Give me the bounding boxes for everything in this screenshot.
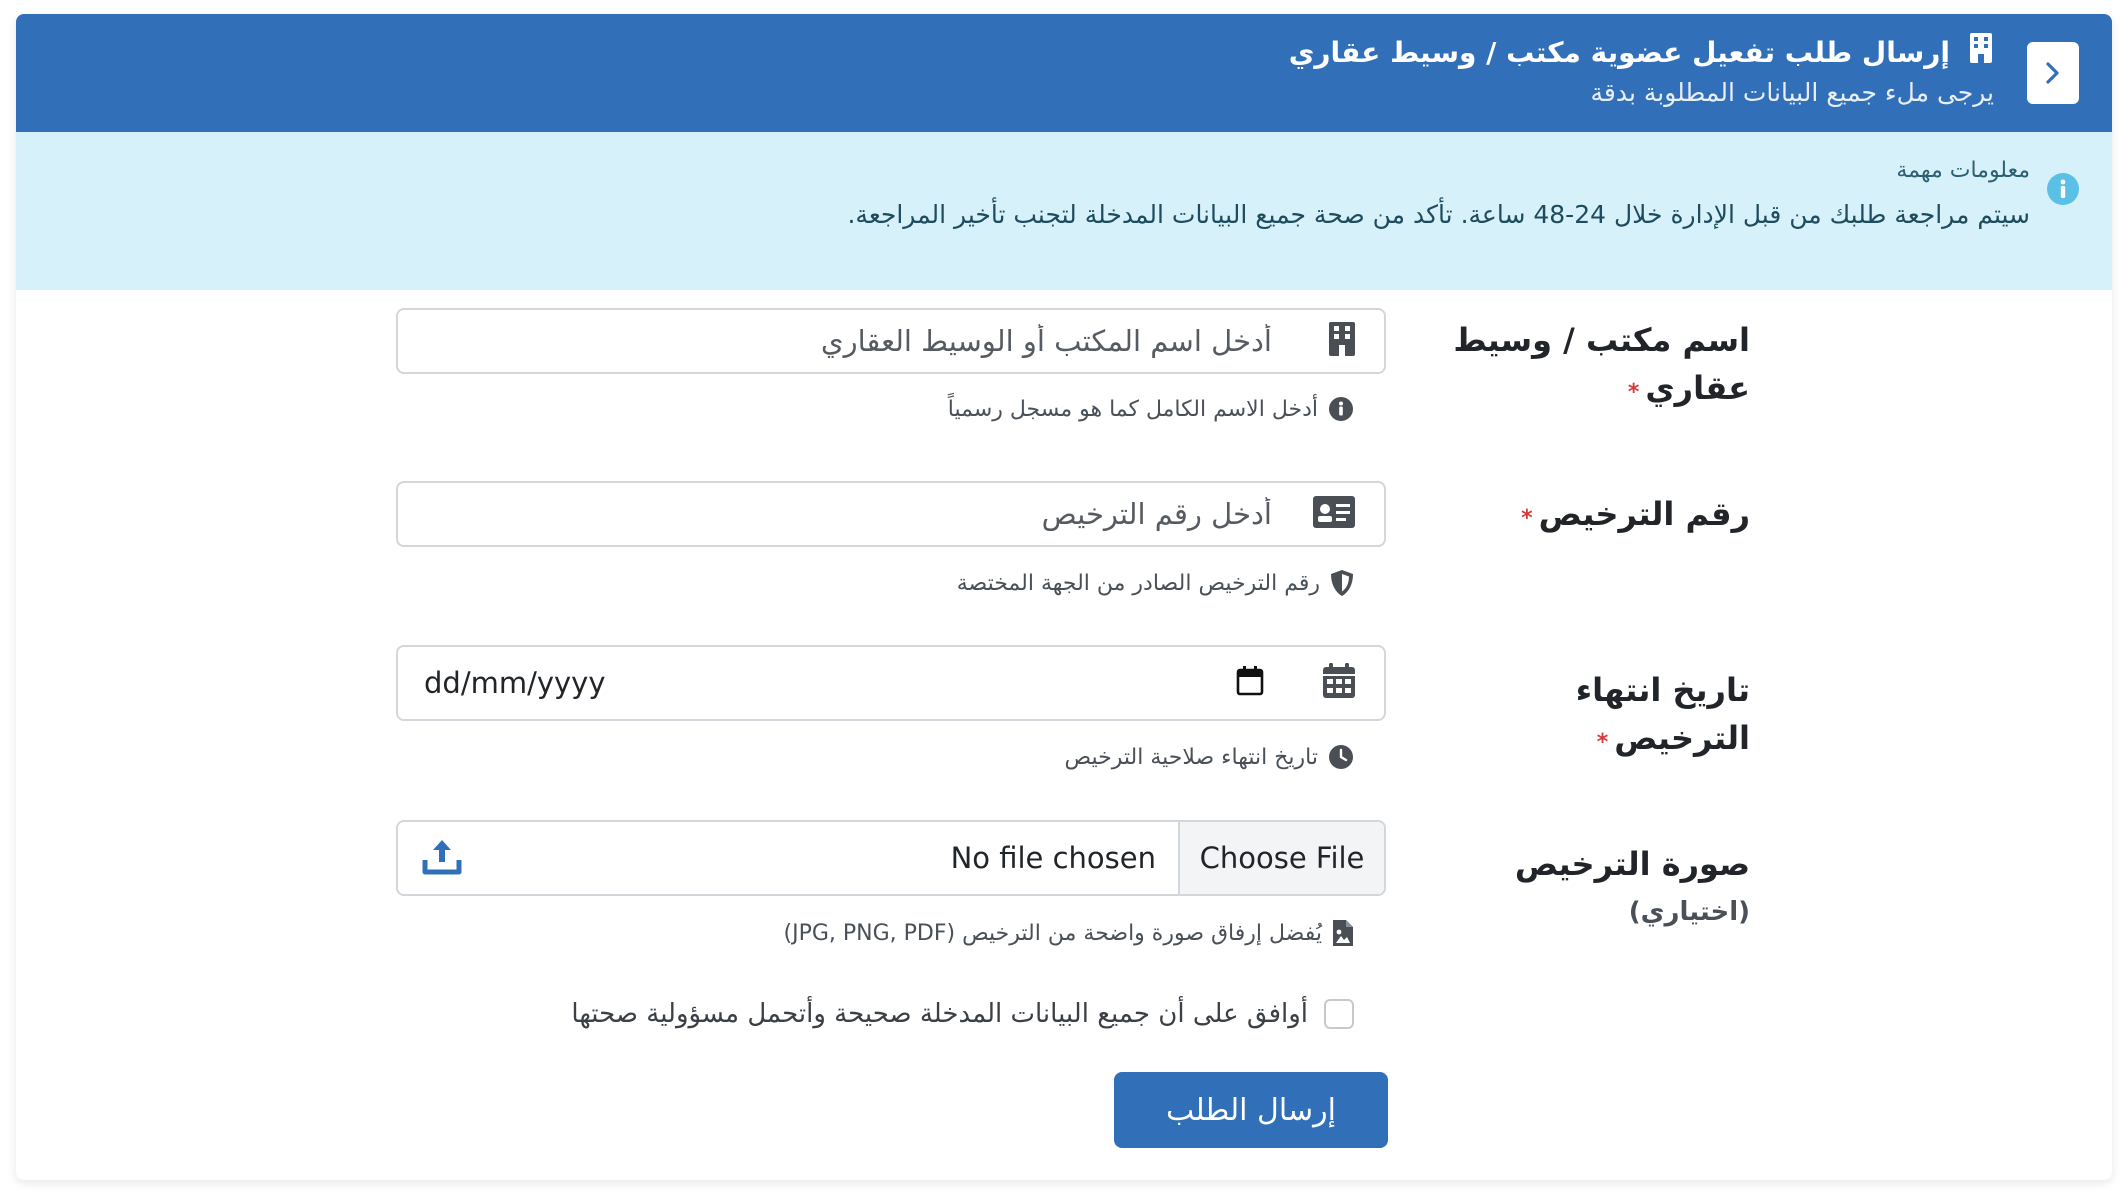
- license-expiry-value[interactable]: dd/mm/yyyy: [424, 666, 606, 700]
- license-number-help-text: رقم الترخيص الصادر من الجهة المختصة: [956, 570, 1320, 596]
- card-header: [16, 14, 2112, 132]
- license-image-label-text: صورة الترخيص: [1514, 845, 1750, 883]
- submit-button[interactable]: إرسال الطلب: [1114, 1072, 1388, 1148]
- file-image-icon: [1332, 919, 1354, 947]
- license-expiry-help-text: تاريخ انتهاء صلاحية الترخيص: [1064, 744, 1318, 770]
- request-card: [16, 14, 2112, 1180]
- office-name-help-text: أدخل الاسم الكامل كما هو مسجل رسمياً: [947, 396, 1318, 422]
- office-name-input[interactable]: [418, 310, 1274, 372]
- calendar-picker-icon[interactable]: [1236, 666, 1264, 700]
- license-number-field[interactable]: [396, 481, 1386, 547]
- office-name-field[interactable]: [396, 308, 1386, 374]
- info-circle-icon: [1328, 396, 1354, 422]
- back-button[interactable]: [2027, 42, 2079, 104]
- agree-label[interactable]: أوافق على أن جميع البيانات المدخلة صحيحة وأتحمل مسؤولية صحتها: [571, 999, 1308, 1029]
- alert-title: معلومات مهمة: [1896, 158, 2030, 183]
- agree-row[interactable]: [571, 999, 1354, 1029]
- required-mark: *: [1521, 506, 1533, 531]
- info-circle-icon: [2046, 172, 2080, 210]
- license-image-field[interactable]: [396, 820, 1386, 896]
- page-subtitle: يرجى ملء جميع البيانات المطلوبة بدقة: [1590, 78, 1994, 107]
- office-name-label-text: اسم مكتب / وسيط عقاري: [1453, 321, 1750, 407]
- upload-icon: [422, 836, 462, 880]
- page-title: إرسال طلب تفعيل عضوية مكتب / وسيط عقاري: [1288, 36, 1950, 69]
- optional-label: (اختياري): [1628, 897, 1750, 927]
- choose-file-button[interactable]: Choose File: [1178, 822, 1384, 894]
- license-expiry-label-text: تاريخ انتهاء الترخيص: [1575, 671, 1750, 757]
- license-number-help: [957, 569, 1354, 597]
- license-expiry-label: [1450, 666, 1750, 767]
- alert-text: سيتم مراجعة طلبك من قبل الإدارة خلال 24-48 ساعة. تأكد من صحة جميع البيانات المدخلة لتجنب تأخير المراجعة.: [847, 200, 2030, 229]
- file-status: No file chosen: [950, 841, 1156, 875]
- license-image-help-text: يُفضل إرفاق صورة واضحة من الترخيص (JPG, PNG, PDF): [783, 920, 1322, 946]
- license-image-label: [1450, 840, 1750, 936]
- required-mark: *: [1596, 730, 1609, 755]
- clock-icon: [1328, 744, 1354, 770]
- office-name-label: [1450, 316, 1750, 417]
- license-number-label: [1450, 490, 1750, 543]
- chevron-right-icon: [2042, 58, 2064, 88]
- calendar-icon: [1322, 663, 1356, 703]
- info-alert: [16, 132, 2112, 290]
- id-card-icon: [1312, 495, 1356, 533]
- license-expiry-help: [1065, 744, 1354, 770]
- license-number-label-text: رقم الترخيص: [1538, 495, 1750, 533]
- required-mark: *: [1627, 380, 1640, 405]
- building-icon: [1328, 321, 1356, 361]
- office-name-help: [948, 396, 1354, 422]
- license-number-input[interactable]: [418, 483, 1274, 545]
- shield-icon: [1330, 569, 1354, 597]
- building-icon: [1968, 32, 1994, 68]
- license-expiry-field[interactable]: [396, 645, 1386, 721]
- license-image-help: [784, 919, 1355, 947]
- agree-checkbox[interactable]: [1324, 999, 1354, 1029]
